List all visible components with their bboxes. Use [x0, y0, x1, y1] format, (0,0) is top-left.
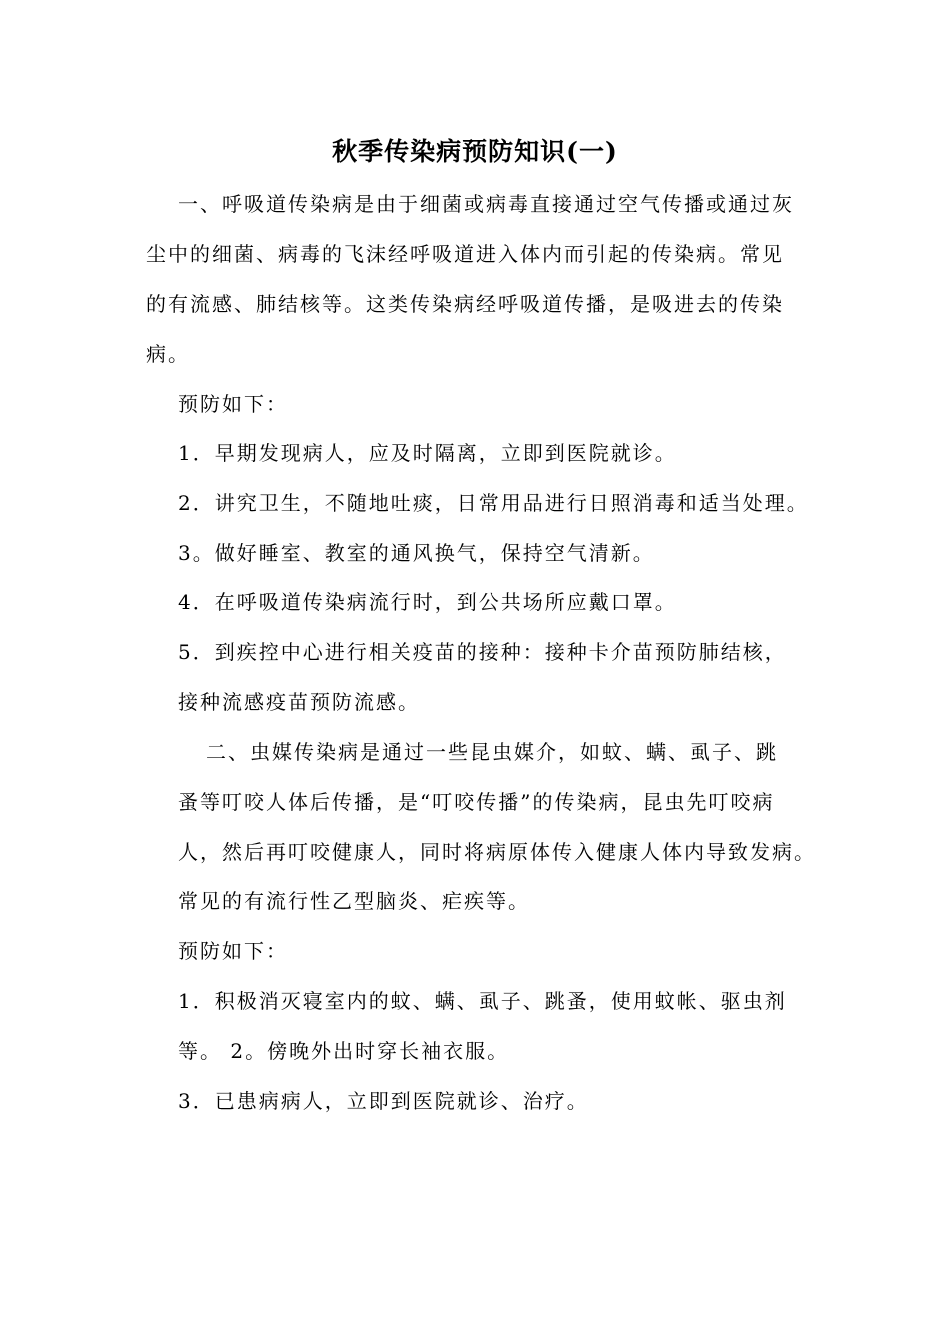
- section2-item-3: 3．已患病病人，立即到医院就诊、治疗。: [178, 1089, 589, 1113]
- section1-item-5: 5．到疾控中心进行相关疫苗的接种：接种卡介苗预防肺结核，: [178, 640, 787, 664]
- section1-line-1: 一、呼吸道传染病是由于细菌或病毒直接通过空气传播或通过灰: [178, 192, 794, 216]
- section1-item-3: 3。做好睡室、教室的通风换气，保持空气清新。: [178, 541, 655, 565]
- section1-item-1: 1．早期发现病人，应及时隔离，立即到医院就诊。: [178, 441, 677, 465]
- section2-line-1: 二、虫媒传染病是通过一些昆虫媒介，如蚊、螨、虱子、跳: [206, 740, 778, 764]
- document-title: 秋季传染病预防知识(一): [332, 137, 618, 166]
- section1-line-2: 尘中的细菌、病毒的飞沫经呼吸道进入体内而引起的传染病。常见: [146, 242, 784, 266]
- section2-line-3: 人，然后再叮咬健康人，同时将病原体传入健康人体内导致发病。: [178, 840, 816, 864]
- section2-item-1-continued: 等。 2。傍晚外出时穿长袖衣服。: [178, 1039, 510, 1063]
- section1-item-4: 4．在呼吸道传染病流行时，到公共场所应戴口罩。: [178, 590, 677, 614]
- section1-line-3: 的有流感、肺结核等。这类传染病经呼吸道传播，是吸进去的传染: [146, 292, 784, 316]
- section1-line-4: 病。: [146, 342, 190, 366]
- section1-item-5-continued: 接种流感疫苗预防流感。: [178, 690, 420, 714]
- section1-prevention-heading: 预防如下：: [178, 392, 288, 416]
- section2-item-1: 1．积极消灭寝室内的蚊、螨、虱子、跳蚤，使用蚊帐、驱虫剂: [178, 989, 787, 1013]
- section2-prevention-heading: 预防如下：: [178, 939, 288, 963]
- section2-line-2: 蚤等叮咬人体后传播，是“叮咬传播”的传染病，昆虫先叮咬病: [178, 790, 775, 814]
- section2-line-4: 常见的有流行性乙型脑炎、疟疾等。: [178, 889, 530, 913]
- section1-item-2: 2．讲究卫生，不随地吐痰，日常用品进行日照消毒和适当处理。: [178, 491, 809, 515]
